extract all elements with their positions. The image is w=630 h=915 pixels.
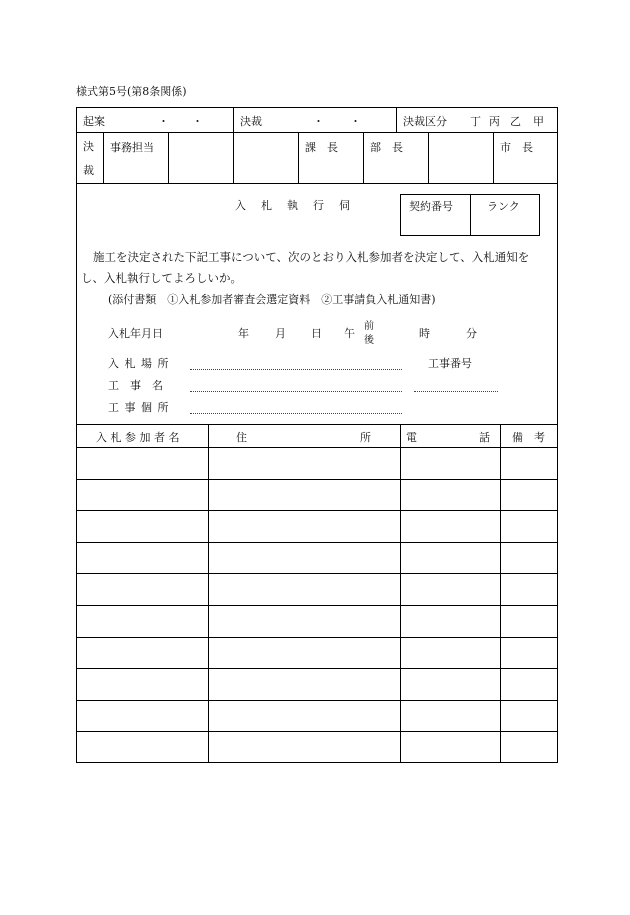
- divider: [396, 107, 397, 132]
- table-cell[interactable]: [501, 669, 557, 699]
- table-cell[interactable]: [209, 638, 399, 668]
- approval-kessai-label: 決: [83, 140, 94, 153]
- table-header-phone: 電: [406, 431, 417, 444]
- kubun-option[interactable]: 甲: [533, 115, 544, 128]
- table-cell[interactable]: [77, 701, 207, 731]
- table-cell[interactable]: [501, 732, 557, 762]
- approval-kessai-label: 裁: [83, 164, 94, 177]
- divider: [76, 424, 558, 425]
- table-cell[interactable]: [209, 732, 399, 762]
- divider: [76, 183, 558, 184]
- divider: [233, 107, 234, 132]
- table-cell[interactable]: [501, 638, 557, 668]
- koji-mei-input-line[interactable]: [190, 391, 402, 392]
- divider: [298, 132, 299, 183]
- kubun-option[interactable]: 丁: [470, 115, 481, 128]
- table-cell[interactable]: [501, 511, 557, 541]
- ampm-prefix: 午: [344, 327, 355, 340]
- bucho-label: 部 長: [370, 141, 403, 154]
- body-paragraph-line: し、入札執行してよろしいか。: [81, 271, 242, 285]
- kacho-label: 課 長: [305, 141, 338, 154]
- divider: [428, 132, 429, 183]
- table-cell[interactable]: [401, 480, 499, 510]
- table-cell[interactable]: [77, 448, 207, 478]
- table-cell[interactable]: [401, 669, 499, 699]
- day-unit: 日: [311, 327, 322, 340]
- table-cell[interactable]: [77, 732, 207, 762]
- table-cell[interactable]: [501, 480, 557, 510]
- table-cell[interactable]: [501, 606, 557, 636]
- divider: [470, 194, 471, 236]
- shicho-label: 市 長: [500, 141, 533, 154]
- table-cell[interactable]: [401, 606, 499, 636]
- kian-date-separator: ・: [158, 115, 169, 128]
- table-cell[interactable]: [401, 448, 499, 478]
- kian-label: 起案: [83, 115, 105, 128]
- table-cell[interactable]: [77, 543, 207, 573]
- year-unit: 年: [238, 327, 249, 340]
- kian-date-separator: ・: [192, 115, 203, 128]
- page-heading: 入 札 執 行 伺: [235, 199, 352, 212]
- place-label: 入 札 場 所: [108, 357, 170, 370]
- divider: [233, 132, 234, 183]
- table-cell[interactable]: [501, 543, 557, 573]
- table-cell[interactable]: [209, 669, 399, 699]
- month-unit: 月: [275, 327, 286, 340]
- table-cell[interactable]: [77, 638, 207, 668]
- kessai-kubun-label: 決裁区分: [403, 115, 447, 128]
- table-cell[interactable]: [77, 574, 207, 604]
- kessai-date-separator: ・: [313, 115, 324, 128]
- table-cell[interactable]: [209, 511, 399, 541]
- koji-bango-label: 工事番号: [428, 357, 472, 370]
- table-cell[interactable]: [401, 701, 499, 731]
- form-title: 様式第5号(第8条関係): [76, 85, 187, 98]
- place-input-line[interactable]: [190, 369, 402, 370]
- table-header-address: 住: [236, 431, 247, 444]
- keiyaku-bango-label: 契約番号: [409, 200, 453, 213]
- table-header-participant: 入 札 参 加 者 名: [96, 431, 180, 444]
- table-cell[interactable]: [77, 606, 207, 636]
- rank-label: ランク: [487, 200, 520, 213]
- table-cell[interactable]: [401, 638, 499, 668]
- table-cell[interactable]: [401, 732, 499, 762]
- koji-bango-input-line[interactable]: [414, 391, 498, 392]
- table-cell[interactable]: [209, 480, 399, 510]
- kessai-label: 決裁: [240, 115, 262, 128]
- minute-unit: 分: [466, 327, 477, 340]
- kubun-option[interactable]: 丙: [489, 115, 500, 128]
- divider: [493, 132, 494, 183]
- koji-kasho-label: 工 事 個 所: [108, 401, 170, 414]
- table-cell[interactable]: [401, 574, 499, 604]
- divider: [168, 132, 169, 183]
- table-cell[interactable]: [77, 669, 207, 699]
- table-cell[interactable]: [501, 448, 557, 478]
- body-paragraph-line: 施工を決定された下記工事について、次のとおり入札参加者を決定して、入札通知を: [93, 250, 530, 264]
- divider: [103, 132, 104, 183]
- table-cell[interactable]: [501, 574, 557, 604]
- table-cell[interactable]: [209, 606, 399, 636]
- table-cell[interactable]: [501, 701, 557, 731]
- table-cell[interactable]: [77, 511, 207, 541]
- table-cell[interactable]: [401, 543, 499, 573]
- koji-kasho-input-line[interactable]: [190, 413, 402, 414]
- table-header-remarks: 備 考: [512, 431, 545, 444]
- jimu-tanto-label: 事務担当: [110, 141, 154, 154]
- ampm-option[interactable]: 後: [364, 335, 374, 346]
- ampm-option[interactable]: 前: [364, 321, 374, 332]
- attachments-note: (添付書類 ①入札参加者審査会選定資料 ②工事請負入札通知書): [108, 293, 436, 306]
- table-cell[interactable]: [209, 448, 399, 478]
- hour-unit: 時: [419, 327, 430, 340]
- table-cell[interactable]: [77, 480, 207, 510]
- date-label: 入札年月日: [108, 327, 163, 340]
- table-cell[interactable]: [209, 574, 399, 604]
- divider: [363, 132, 364, 183]
- kubun-option[interactable]: 乙: [510, 115, 521, 128]
- kessai-date-separator: ・: [350, 115, 361, 128]
- table-header-phone: 話: [479, 431, 490, 444]
- table-header-address: 所: [360, 431, 371, 444]
- table-cell[interactable]: [209, 543, 399, 573]
- divider: [76, 132, 558, 133]
- table-cell[interactable]: [401, 511, 499, 541]
- table-cell[interactable]: [209, 701, 399, 731]
- koji-mei-label: 工 事 名: [108, 379, 163, 392]
